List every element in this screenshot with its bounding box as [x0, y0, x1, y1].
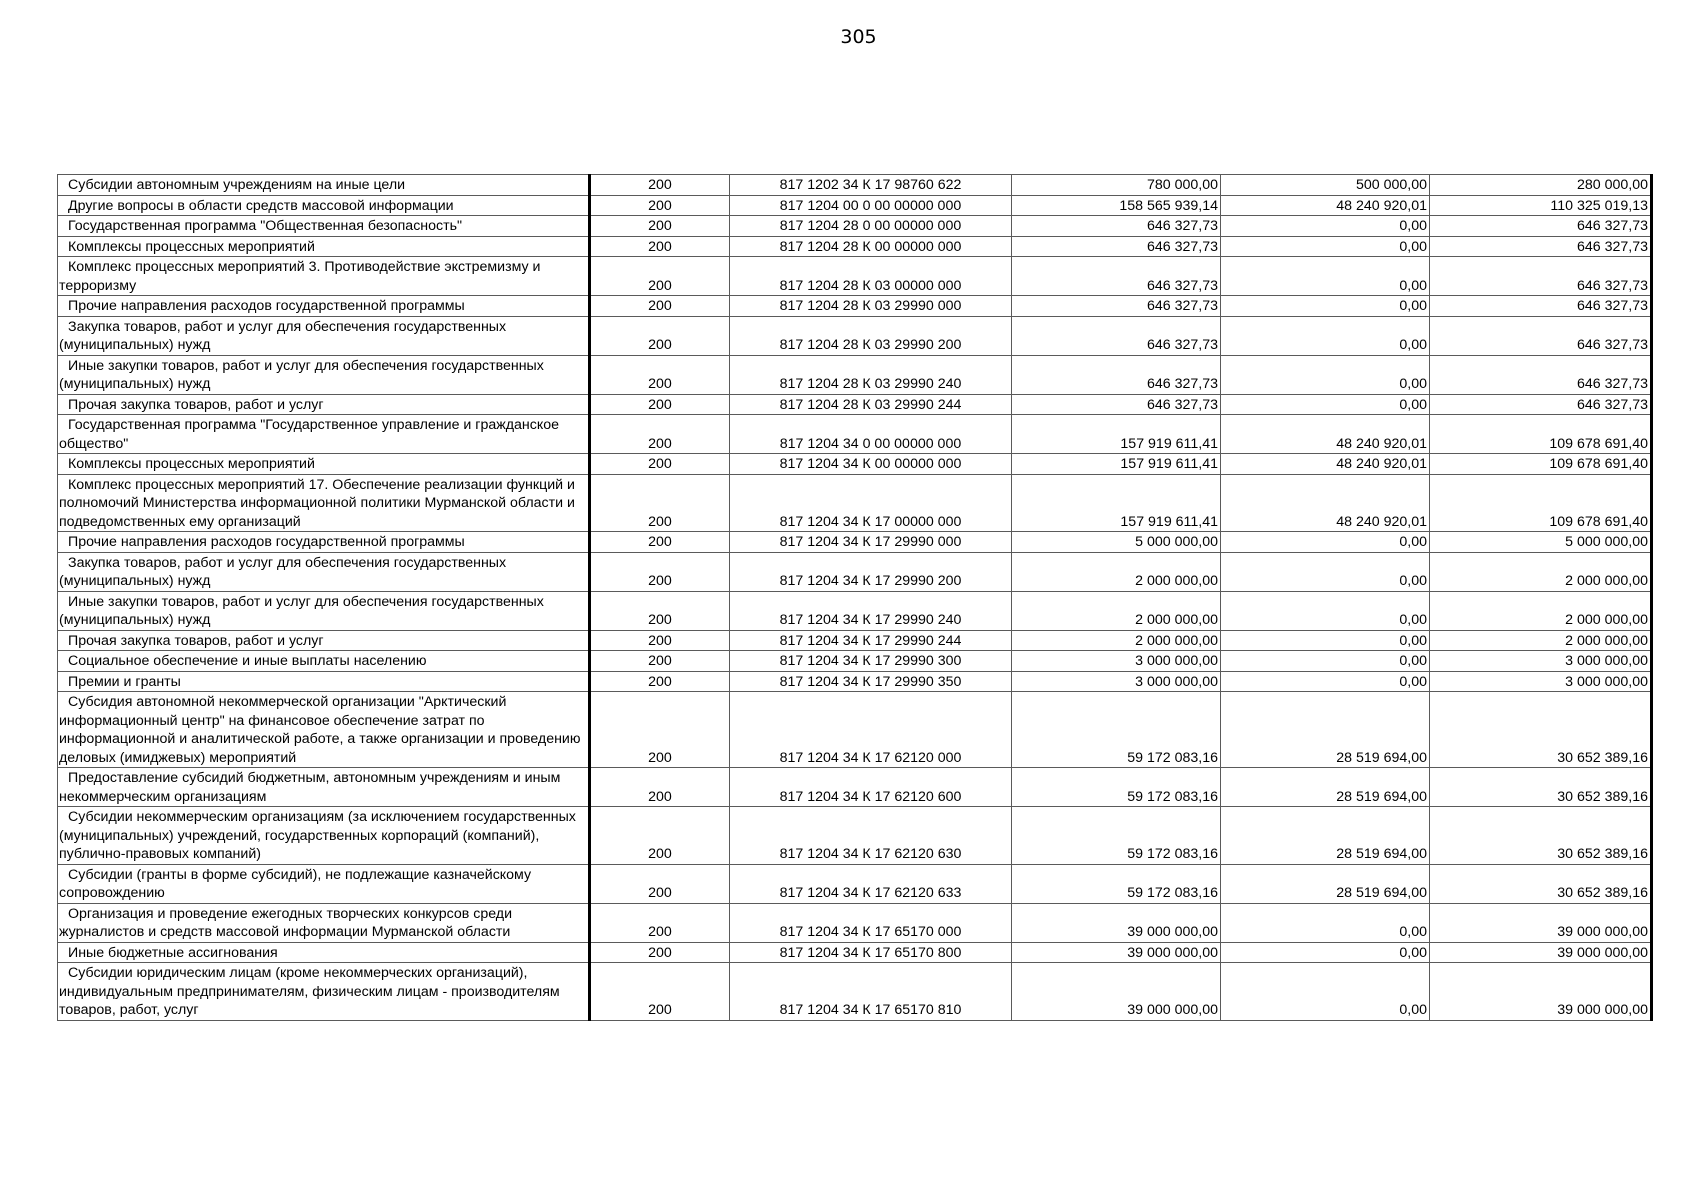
table-row	[58, 257, 1652, 296]
row-code-cell: 200	[590, 454, 730, 475]
row-code-cell: 200	[590, 394, 730, 415]
row-unexecuted-cell: 646 327,73	[1430, 296, 1652, 317]
row-kbk-cell: 817 1204 34 К 17 62120 633	[730, 864, 1012, 903]
row-name-cell: Премии и гранты	[58, 671, 590, 692]
row-approved-cell: 59 172 083,16	[1012, 768, 1221, 807]
row-approved-cell: 39 000 000,00	[1012, 942, 1221, 963]
row-approved-cell: 646 327,73	[1012, 257, 1221, 296]
row-unexecuted-cell: 646 327,73	[1430, 257, 1652, 296]
row-executed-cell: 0,00	[1221, 532, 1430, 553]
row-kbk-cell: 817 1204 28 К 03 29990 200	[730, 316, 1012, 355]
row-code-cell: 200	[590, 807, 730, 865]
row-kbk-cell: 817 1204 34 К 17 29990 350	[730, 671, 1012, 692]
row-code-cell: 200	[590, 316, 730, 355]
row-approved-cell: 646 327,73	[1012, 316, 1221, 355]
row-name-cell: Прочая закупка товаров, работ и услуг	[58, 630, 590, 651]
table-row	[58, 552, 1652, 591]
row-executed-cell: 28 519 694,00	[1221, 768, 1430, 807]
table-row	[58, 216, 1652, 237]
row-approved-cell: 780 000,00	[1012, 175, 1221, 196]
row-unexecuted-cell: 30 652 389,16	[1430, 768, 1652, 807]
row-code-cell: 200	[590, 630, 730, 651]
row-executed-cell: 0,00	[1221, 630, 1430, 651]
row-kbk-cell: 817 1204 34 К 17 29990 000	[730, 532, 1012, 553]
row-unexecuted-cell: 30 652 389,16	[1430, 864, 1652, 903]
page-number: 305	[840, 26, 877, 48]
table-row	[58, 316, 1652, 355]
row-kbk-cell: 817 1204 34 К 17 62120 000	[730, 692, 1012, 768]
row-approved-cell: 646 327,73	[1012, 394, 1221, 415]
row-executed-cell: 48 240 920,01	[1221, 474, 1430, 532]
row-kbk-cell: 817 1204 34 К 17 65170 800	[730, 942, 1012, 963]
row-name-cell: Комплексы процессных мероприятий	[58, 236, 590, 257]
row-code-cell: 200	[590, 195, 730, 216]
row-approved-cell: 3 000 000,00	[1012, 671, 1221, 692]
row-executed-cell: 0,00	[1221, 942, 1430, 963]
row-approved-cell: 157 919 611,41	[1012, 454, 1221, 475]
row-approved-cell: 646 327,73	[1012, 355, 1221, 394]
row-code-cell: 200	[590, 474, 730, 532]
row-approved-cell: 39 000 000,00	[1012, 903, 1221, 942]
row-approved-cell: 2 000 000,00	[1012, 552, 1221, 591]
row-code-cell: 200	[590, 864, 730, 903]
row-unexecuted-cell: 2 000 000,00	[1430, 552, 1652, 591]
row-unexecuted-cell: 646 327,73	[1430, 394, 1652, 415]
table-row	[58, 474, 1652, 532]
row-code-cell: 200	[590, 257, 730, 296]
row-name-cell: Субсидия автономной некоммерческой организации "Арктический информационный центр" на финансовое обеспечение затрат по информационной и аналитической работе, а также организации и проведению деловых (имиджевых) мероприятий	[58, 692, 590, 768]
row-approved-cell: 646 327,73	[1012, 296, 1221, 317]
row-code-cell: 200	[590, 651, 730, 672]
row-approved-cell: 157 919 611,41	[1012, 474, 1221, 532]
row-executed-cell: 0,00	[1221, 552, 1430, 591]
row-approved-cell: 2 000 000,00	[1012, 591, 1221, 630]
row-code-cell: 200	[590, 692, 730, 768]
row-name-cell: Прочая закупка товаров, работ и услуг	[58, 394, 590, 415]
row-code-cell: 200	[590, 768, 730, 807]
row-name-cell: Иные закупки товаров, работ и услуг для обеспечения государственных (муниципальных) нужд	[58, 591, 590, 630]
row-code-cell: 200	[590, 216, 730, 237]
row-code-cell: 200	[590, 903, 730, 942]
row-approved-cell: 158 565 939,14	[1012, 195, 1221, 216]
table-row	[58, 864, 1652, 903]
row-approved-cell: 3 000 000,00	[1012, 651, 1221, 672]
row-unexecuted-cell: 39 000 000,00	[1430, 963, 1652, 1021]
row-unexecuted-cell: 646 327,73	[1430, 216, 1652, 237]
row-kbk-cell: 817 1204 34 К 17 65170 000	[730, 903, 1012, 942]
row-name-cell: Прочие направления расходов государственной программы	[58, 296, 590, 317]
row-kbk-cell: 817 1204 34 К 17 29990 244	[730, 630, 1012, 651]
row-name-cell: Другие вопросы в области средств массовой информации	[58, 195, 590, 216]
row-unexecuted-cell: 2 000 000,00	[1430, 630, 1652, 651]
row-name-cell: Субсидии (гранты в форме субсидий), не подлежащие казначейскому сопровождению	[58, 864, 590, 903]
row-executed-cell: 0,00	[1221, 671, 1430, 692]
row-executed-cell: 0,00	[1221, 903, 1430, 942]
row-approved-cell: 59 172 083,16	[1012, 864, 1221, 903]
row-unexecuted-cell: 109 678 691,40	[1430, 454, 1652, 475]
row-kbk-cell: 817 1204 34 К 17 29990 200	[730, 552, 1012, 591]
table-row	[58, 692, 1652, 768]
row-name-cell: Прочие направления расходов государственной программы	[58, 532, 590, 553]
row-name-cell: Комплексы процессных мероприятий	[58, 454, 590, 475]
table-row	[58, 175, 1652, 196]
row-unexecuted-cell: 2 000 000,00	[1430, 591, 1652, 630]
table-row	[58, 807, 1652, 865]
table-row	[58, 671, 1652, 692]
budget-table	[57, 174, 1653, 1021]
row-executed-cell: 48 240 920,01	[1221, 454, 1430, 475]
row-name-cell: Субсидии некоммерческим организациям (за исключением государственных (муниципальных) учреждений, государственных корпораций (компаний), публично-правовых компаний)	[58, 807, 590, 865]
row-approved-cell: 5 000 000,00	[1012, 532, 1221, 553]
row-unexecuted-cell: 646 327,73	[1430, 236, 1652, 257]
row-unexecuted-cell: 30 652 389,16	[1430, 692, 1652, 768]
row-approved-cell: 39 000 000,00	[1012, 963, 1221, 1021]
row-approved-cell: 646 327,73	[1012, 216, 1221, 237]
row-unexecuted-cell: 39 000 000,00	[1430, 903, 1652, 942]
row-code-cell: 200	[590, 355, 730, 394]
table-row	[58, 236, 1652, 257]
row-kbk-cell: 817 1202 34 К 17 98760 622	[730, 175, 1012, 196]
row-kbk-cell: 817 1204 34 К 17 62120 630	[730, 807, 1012, 865]
row-approved-cell: 2 000 000,00	[1012, 630, 1221, 651]
row-name-cell: Иные бюджетные ассигнования	[58, 942, 590, 963]
row-name-cell: Государственная программа "Общественная безопасность"	[58, 216, 590, 237]
row-unexecuted-cell: 3 000 000,00	[1430, 651, 1652, 672]
row-code-cell: 200	[590, 296, 730, 317]
row-executed-cell: 0,00	[1221, 651, 1430, 672]
row-approved-cell: 646 327,73	[1012, 236, 1221, 257]
row-code-cell: 200	[590, 415, 730, 454]
table-row	[58, 195, 1652, 216]
row-name-cell: Организация и проведение ежегодных творческих конкурсов среди журналистов и средств массовой информации Мурманской области	[58, 903, 590, 942]
row-unexecuted-cell: 280 000,00	[1430, 175, 1652, 196]
table-row	[58, 942, 1652, 963]
row-unexecuted-cell: 109 678 691,40	[1430, 415, 1652, 454]
row-name-cell: Комплекс процессных мероприятий 3. Противодействие экстремизму и терроризму	[58, 257, 590, 296]
row-unexecuted-cell: 5 000 000,00	[1430, 532, 1652, 553]
row-code-cell: 200	[590, 236, 730, 257]
row-name-cell: Закупка товаров, работ и услуг для обеспечения государственных (муниципальных) нужд	[58, 316, 590, 355]
row-executed-cell: 0,00	[1221, 316, 1430, 355]
row-code-cell: 200	[590, 963, 730, 1021]
row-name-cell: Социальное обеспечение и иные выплаты населению	[58, 651, 590, 672]
row-executed-cell: 0,00	[1221, 236, 1430, 257]
row-executed-cell: 0,00	[1221, 257, 1430, 296]
table-row	[58, 532, 1652, 553]
row-kbk-cell: 817 1204 34 К 17 62120 600	[730, 768, 1012, 807]
row-code-cell: 200	[590, 671, 730, 692]
row-unexecuted-cell: 646 327,73	[1430, 316, 1652, 355]
budget-table-body	[58, 175, 1652, 1021]
row-code-cell: 200	[590, 532, 730, 553]
row-unexecuted-cell: 30 652 389,16	[1430, 807, 1652, 865]
row-unexecuted-cell: 3 000 000,00	[1430, 671, 1652, 692]
row-code-cell: 200	[590, 591, 730, 630]
row-name-cell: Субсидии юридическим лицам (кроме некоммерческих организаций), индивидуальным предпринимателям, физическим лицам - производителям товаров, работ, услуг	[58, 963, 590, 1021]
row-executed-cell: 48 240 920,01	[1221, 415, 1430, 454]
row-executed-cell: 0,00	[1221, 591, 1430, 630]
row-kbk-cell: 817 1204 28 К 03 29990 244	[730, 394, 1012, 415]
row-unexecuted-cell: 109 678 691,40	[1430, 474, 1652, 532]
row-name-cell: Комплекс процессных мероприятий 17. Обеспечение реализации функций и полномочий Министерства информационной политики Мурманской области и подведомственных ему организаций	[58, 474, 590, 532]
row-kbk-cell: 817 1204 00 0 00 00000 000	[730, 195, 1012, 216]
table-row	[58, 963, 1652, 1021]
table-row	[58, 415, 1652, 454]
row-unexecuted-cell: 646 327,73	[1430, 355, 1652, 394]
row-unexecuted-cell: 39 000 000,00	[1430, 942, 1652, 963]
row-executed-cell: 500 000,00	[1221, 175, 1430, 196]
table-row	[58, 355, 1652, 394]
table-row	[58, 591, 1652, 630]
row-kbk-cell: 817 1204 28 К 03 29990 240	[730, 355, 1012, 394]
row-code-cell: 200	[590, 942, 730, 963]
table-row	[58, 630, 1652, 651]
row-code-cell: 200	[590, 552, 730, 591]
row-approved-cell: 59 172 083,16	[1012, 807, 1221, 865]
row-kbk-cell: 817 1204 34 К 17 29990 240	[730, 591, 1012, 630]
row-kbk-cell: 817 1204 34 К 17 00000 000	[730, 474, 1012, 532]
row-code-cell: 200	[590, 175, 730, 196]
row-kbk-cell: 817 1204 28 К 03 00000 000	[730, 257, 1012, 296]
row-executed-cell: 0,00	[1221, 963, 1430, 1021]
row-kbk-cell: 817 1204 28 0 00 00000 000	[730, 216, 1012, 237]
row-kbk-cell: 817 1204 34 0 00 00000 000	[730, 415, 1012, 454]
row-executed-cell: 48 240 920,01	[1221, 195, 1430, 216]
table-row	[58, 651, 1652, 672]
row-kbk-cell: 817 1204 28 К 03 29990 000	[730, 296, 1012, 317]
row-approved-cell: 157 919 611,41	[1012, 415, 1221, 454]
table-row	[58, 296, 1652, 317]
row-kbk-cell: 817 1204 34 К 17 29990 300	[730, 651, 1012, 672]
row-executed-cell: 0,00	[1221, 394, 1430, 415]
row-name-cell: Закупка товаров, работ и услуг для обеспечения государственных (муниципальных) нужд	[58, 552, 590, 591]
row-kbk-cell: 817 1204 28 К 00 00000 000	[730, 236, 1012, 257]
row-kbk-cell: 817 1204 34 К 00 00000 000	[730, 454, 1012, 475]
row-executed-cell: 28 519 694,00	[1221, 864, 1430, 903]
table-row	[58, 768, 1652, 807]
row-approved-cell: 59 172 083,16	[1012, 692, 1221, 768]
row-name-cell: Предоставление субсидий бюджетным, автономным учреждениям и иным некоммерческим организациям	[58, 768, 590, 807]
row-name-cell: Иные закупки товаров, работ и услуг для обеспечения государственных (муниципальных) нужд	[58, 355, 590, 394]
row-name-cell: Субсидии автономным учреждениям на иные цели	[58, 175, 590, 196]
row-name-cell: Государственная программа "Государственное управление и гражданское общество"	[58, 415, 590, 454]
row-executed-cell: 28 519 694,00	[1221, 807, 1430, 865]
table-row	[58, 454, 1652, 475]
row-kbk-cell: 817 1204 34 К 17 65170 810	[730, 963, 1012, 1021]
row-executed-cell: 0,00	[1221, 355, 1430, 394]
row-executed-cell: 0,00	[1221, 296, 1430, 317]
row-executed-cell: 0,00	[1221, 216, 1430, 237]
row-executed-cell: 28 519 694,00	[1221, 692, 1430, 768]
table-row	[58, 903, 1652, 942]
table-row	[58, 394, 1652, 415]
row-unexecuted-cell: 110 325 019,13	[1430, 195, 1652, 216]
